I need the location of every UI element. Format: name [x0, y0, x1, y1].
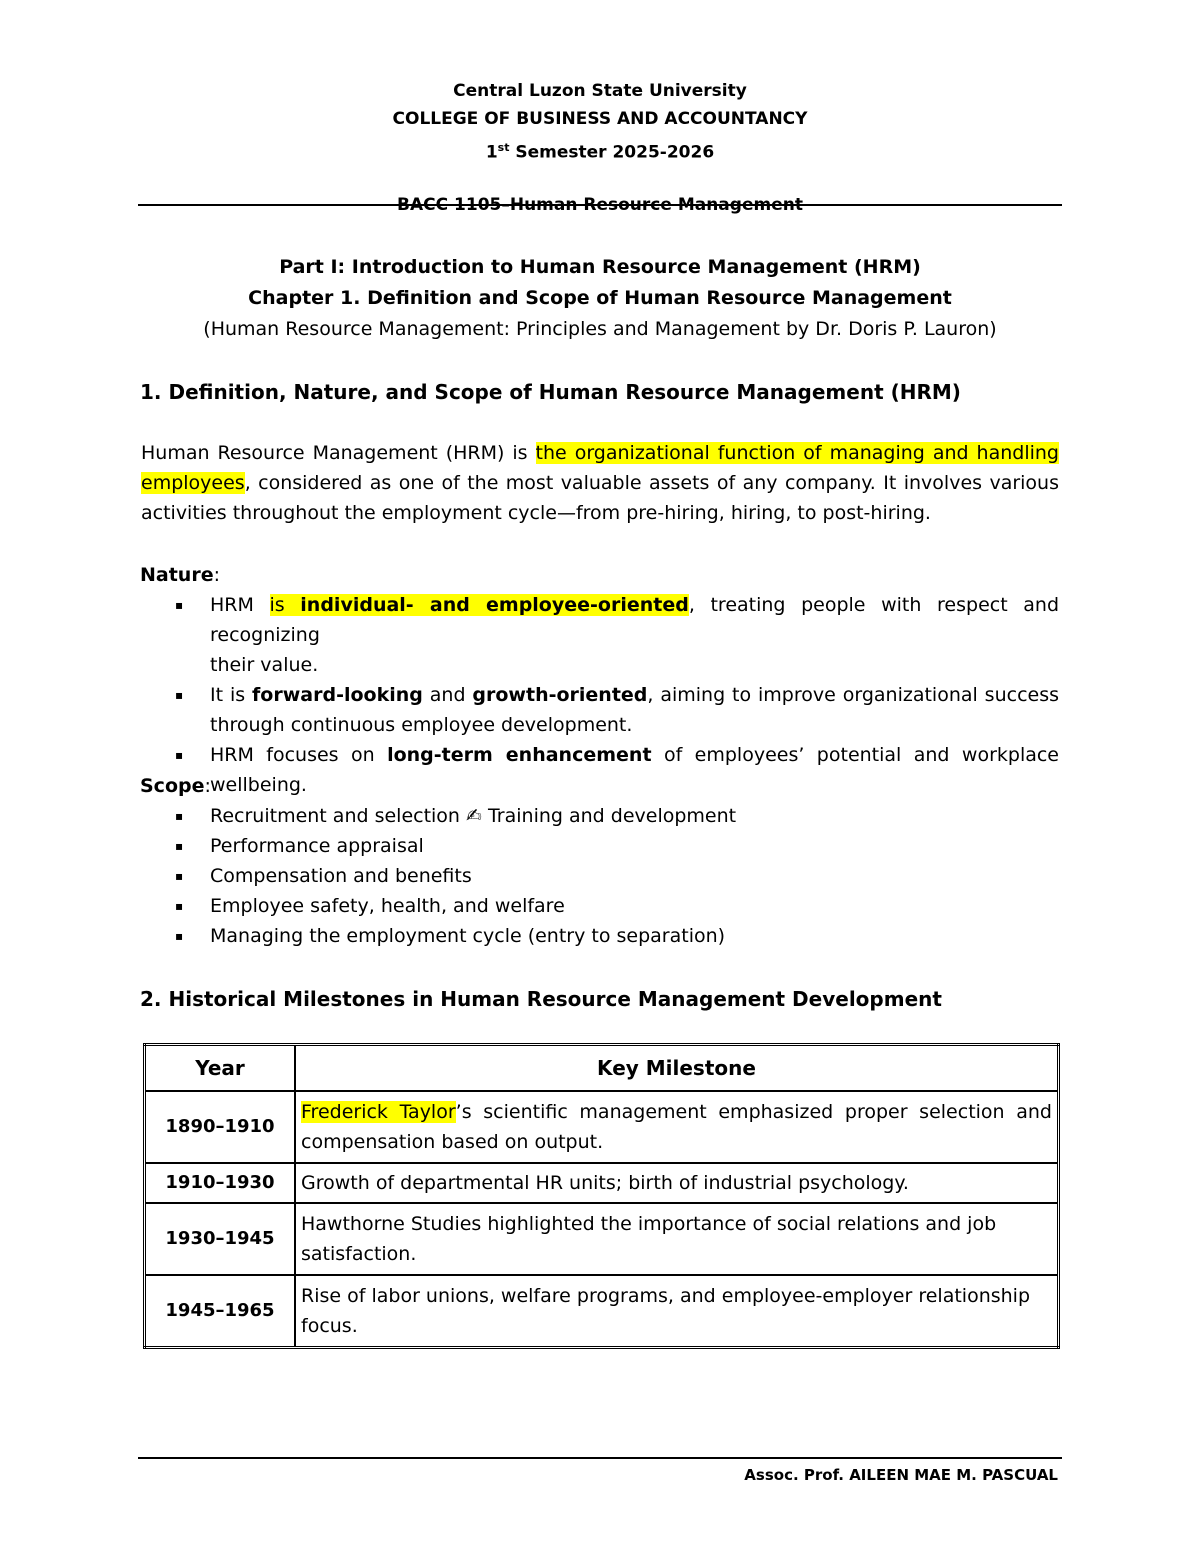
highlight: the organizational function of managing and handling: [535, 442, 1059, 464]
list-item: ▪ HRM is individual- and employee-oriented, treating people with respect and recognizing their value.: [141, 590, 1059, 680]
milestone-cell: Frederick Taylor’s scientific management emphasized proper selection and compensation based on output.: [295, 1091, 1059, 1163]
bullet-icon: ▪: [175, 839, 184, 853]
year-cell: 1945–1965: [145, 1275, 296, 1347]
list-item: ▪ Performance appraisal: [141, 831, 1059, 861]
course-title: BACC 1105–Human Resource Management: [397, 195, 803, 215]
intro-line-1: Human Resource Management (HRM) is the organizational function of managing and handling: [141, 442, 1059, 464]
list-item: ▪ HRM focuses on long-term enhancement of employees’ potential and workplace wellbeing.: [141, 740, 1059, 800]
university-name: Central Luzon State University: [453, 81, 747, 101]
scope-list: [141, 801, 1059, 951]
milestone-cell: Rise of labor unions, welfare programs, and employee-employer relationship focus.: [295, 1275, 1059, 1347]
highlight: employees: [141, 472, 245, 494]
section-1-heading: 1. Definition, Nature, and Scope of Human Resource Management (HRM): [140, 380, 961, 404]
table-row: [145, 1091, 1059, 1163]
bullet-icon: ▪: [175, 809, 184, 823]
year-cell: 1910–1930: [145, 1163, 296, 1203]
table-header-row: [145, 1045, 1059, 1092]
college-name: COLLEGE OF BUSINESS AND ACCOUNTANCY: [392, 109, 808, 129]
list-item: ▪ Compensation and benefits: [141, 861, 1059, 891]
list-item: ▪ Recruitment and selection ✍ Training and development: [141, 801, 1059, 831]
bullet-icon: ▪: [175, 899, 184, 913]
bullet-icon: ▪: [175, 598, 184, 612]
section-2-heading: 2. Historical Milestones in Human Resource Management Development: [140, 987, 942, 1011]
nature-list: [141, 590, 1059, 800]
year-cell: 1890–1910: [145, 1091, 296, 1163]
list-item: ▪ Employee safety, health, and welfare: [141, 891, 1059, 921]
highlight: Frederick Taylor: [301, 1101, 456, 1123]
table-row: [145, 1163, 1059, 1203]
part-title: Part I: Introduction to Human Resource Management (HRM): [279, 256, 921, 278]
bullet-icon: ▪: [175, 869, 184, 883]
intro-paragraph: [141, 438, 1059, 528]
column-header-year: Year: [145, 1045, 296, 1092]
bullet-icon: ▪: [175, 929, 184, 943]
milestone-cell: Hawthorne Studies highlighted the importance of social relations and job satisfaction.: [295, 1203, 1059, 1275]
bullet-icon: ▪: [175, 748, 184, 762]
list-item: ▪ It is forward-looking and growth-oriented, aiming to improve organizational success through continuous employee development.: [141, 680, 1059, 740]
milestone-cell: Growth of departmental HR units; birth of industrial psychology.: [295, 1163, 1059, 1203]
intro-line-2: employees, considered as one of the most valuable assets of any company. It involves various: [141, 472, 1059, 494]
column-header-milestone: Key Milestone: [295, 1045, 1059, 1092]
chapter-title: Chapter 1. Definition and Scope of Human Resource Management: [248, 287, 952, 309]
nature-label: Nature:: [140, 564, 220, 586]
list-item: ▪ Managing the employment cycle (entry to separation): [141, 921, 1059, 951]
reference-line: (Human Resource Management: Principles and Management by Dr. Doris P. Lauron): [203, 318, 997, 340]
table-row: [145, 1275, 1059, 1347]
intro-line-3: activities throughout the employment cycle—from pre-hiring, hiring, to post-hiring.: [141, 502, 931, 524]
table-row: [145, 1203, 1059, 1275]
header-rule: [138, 204, 1062, 206]
footer-rule: [138, 1457, 1062, 1459]
milestones-table: [143, 1043, 1060, 1349]
scope-label: Scope:: [140, 775, 211, 797]
semester-line: 1st Semester 2025-2026: [485, 141, 715, 163]
footer-author: Assoc. Prof. AILEEN MAE M. PASCUAL: [744, 1466, 1058, 1484]
year-cell: 1930–1945: [145, 1203, 296, 1275]
bullet-icon: ▪: [175, 688, 184, 702]
